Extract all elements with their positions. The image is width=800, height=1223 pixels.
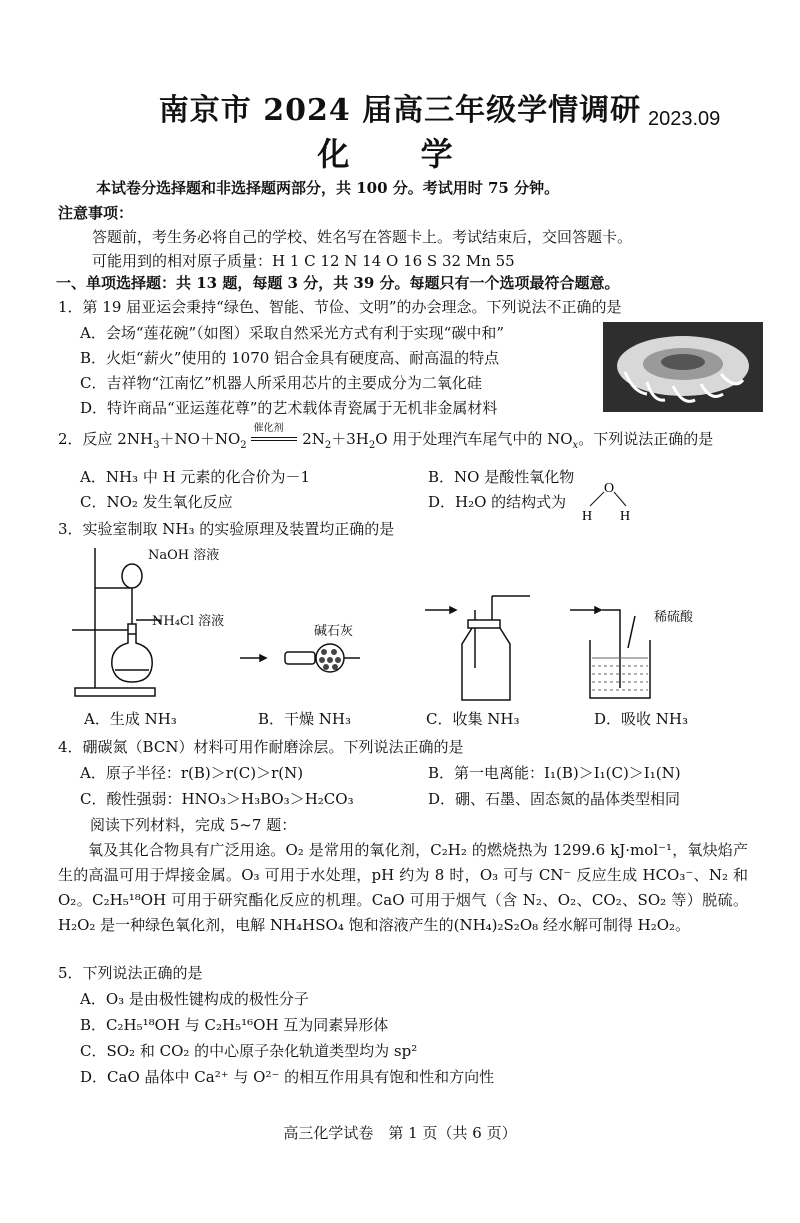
q3-option-b: B．干燥 NH₃ — [258, 710, 352, 728]
page-title: 南京市 2024 届高三年级学情调研 — [158, 93, 642, 128]
catalyst-equals-sign: 催化剂 — [251, 431, 297, 449]
q1-option-a: A．会场“莲花碗”（如图）采取自然采光方式有利于实现“碳中和” — [80, 324, 505, 342]
q1-option-d: D．特许商品“亚运莲花尊”的艺术载体青瓷属于无机非金属材料 — [80, 399, 498, 417]
q2-option-d: D．H₂O 的结构式为 — [428, 493, 567, 511]
q5-option-c: C．SO₂ 和 CO₂ 的中心原子杂化轨道类型均为 sp² — [80, 1042, 418, 1060]
page-footer: 高三化学试卷 第 1 页（共 6 页） — [283, 1124, 517, 1142]
q2-option-b: B．NO 是酸性氧化物 — [428, 468, 575, 486]
q3-option-d: D．吸收 NH₃ — [594, 710, 689, 728]
label-naoh: NaOH 溶液 — [148, 548, 220, 563]
note-2: 可能用到的相对原子质量：H 1 C 12 N 14 O 16 S 32 Mn 55 — [92, 252, 515, 270]
q1-stem: 1．第 19 届亚运会秉持“绿色、智能、节俭、文明”的办会理念。下列说法不正确的是 — [58, 298, 622, 316]
q4-option-a: A．原子半径：r(B)＞r(C)＞r(N) — [80, 764, 304, 782]
exam-date: 2023.09 — [648, 108, 721, 130]
lotus-stadium-photo — [603, 322, 763, 412]
q2-stem: 2．反应 $2NH_3+NO+NO_2$ 催化剂 $2N_2+3H_2O$ 用于处理汽车尾气中的 $NO_x$。下列说法正确的是 — [58, 423, 714, 451]
q5-stem: 5．下列说法正确的是 — [58, 964, 203, 982]
q3-option-c: C．收集 NH₃ — [426, 710, 520, 728]
q4-option-b: B．第一电离能：I₁(B)＞I₁(C)＞I₁(N) — [428, 764, 681, 782]
q5-option-a: A．O₃ 是由极性键构成的极性分子 — [80, 990, 309, 1008]
q2-option-a: A．NH₃ 中 H 元素的化合价为－1 — [80, 468, 310, 486]
svg-text:H: H — [582, 509, 593, 522]
reading-passage: 氧及其化合物具有广泛用途。O₂ 是常用的氧化剂，C₂H₂ 的燃烧热为 1299.6 kJ·mol⁻¹，氧炔焰产生的高温可用于焊接金属。O₃ 可用于水处理，pH 约为 8 时，O₃ 可与 CN⁻ 反应生成 HCO₃⁻、N₂ 和 O₂。C₂H₅¹⁸OH 可用于研究酯化反应的机理。CaO 可用于烟气（含 N₂、O₂、CO₂、SO₂ 等）脱硫。H₂O₂ 是一种绿色氧化剂，电解 NH₄HSO₄ 饱和溶液产生的(NH₄)₂S₂O₈ 经水解可制得 H₂O₂。 — [58, 841, 748, 934]
q4-option-c: C．酸性强弱：HNO₃＞H₃BO₃＞H₂CO₃ — [80, 790, 354, 808]
q4-option-d: D．硼、石墨、固态氮的晶体类型相同 — [428, 790, 681, 808]
notes-title: 注意事项： — [58, 204, 134, 222]
q5-option-d: D．CaO 晶体中 Ca²⁺ 与 O²⁻ 的相互作用具有饱和性和方向性 — [80, 1068, 495, 1086]
q1-option-b: B．火炬“薪火”使用的 1070 铝合金具有硬度高、耐高温的特点 — [80, 349, 500, 367]
q1-option-c: C．吉祥物“江南忆”机器人所采用芯片的主要成分为二氧化硅 — [80, 374, 482, 392]
label-soda-lime: 碱石灰 — [314, 624, 354, 639]
water-structure-diagram — [580, 478, 640, 522]
q2-option-c: C．NO₂ 发生氧化反应 — [80, 493, 233, 511]
q4-stem: 4．硼碳氮（BCN）材料可用作耐磨涂层。下列说法正确的是 — [58, 738, 464, 756]
subject-title: 化 学 — [317, 135, 483, 173]
svg-text:O: O — [604, 481, 615, 496]
label-dilute-acid: 稀硫酸 — [654, 610, 694, 625]
note-1: 答题前，考生务必将自己的学校、姓名写在答题卡上。考试结束后，交回答题卡。 — [92, 228, 633, 246]
section-1-heading: 一、单项选择题：共 13 题，每题 3 分，共 39 分。每题只有一个选项最符合题意。 — [56, 274, 620, 292]
label-nh4cl: NH₄Cl 溶液 — [152, 614, 225, 629]
svg-text:H: H — [620, 509, 631, 522]
q3-option-a: A．生成 NH₃ — [84, 710, 177, 728]
q3-stem: 3．实验室制取 NH₃ 的实验原理及装置均正确的是 — [58, 520, 395, 538]
exam-summary: 本试卷分选择题和非选择题两部分，共 100 分。考试用时 75 分钟。 — [96, 179, 560, 197]
q5-option-b: B．C₂H₅¹⁸OH 与 C₂H₅¹⁶OH 互为同素异形体 — [80, 1016, 389, 1034]
reading-intro: 阅读下列材料，完成 5~7 题： — [90, 816, 297, 834]
